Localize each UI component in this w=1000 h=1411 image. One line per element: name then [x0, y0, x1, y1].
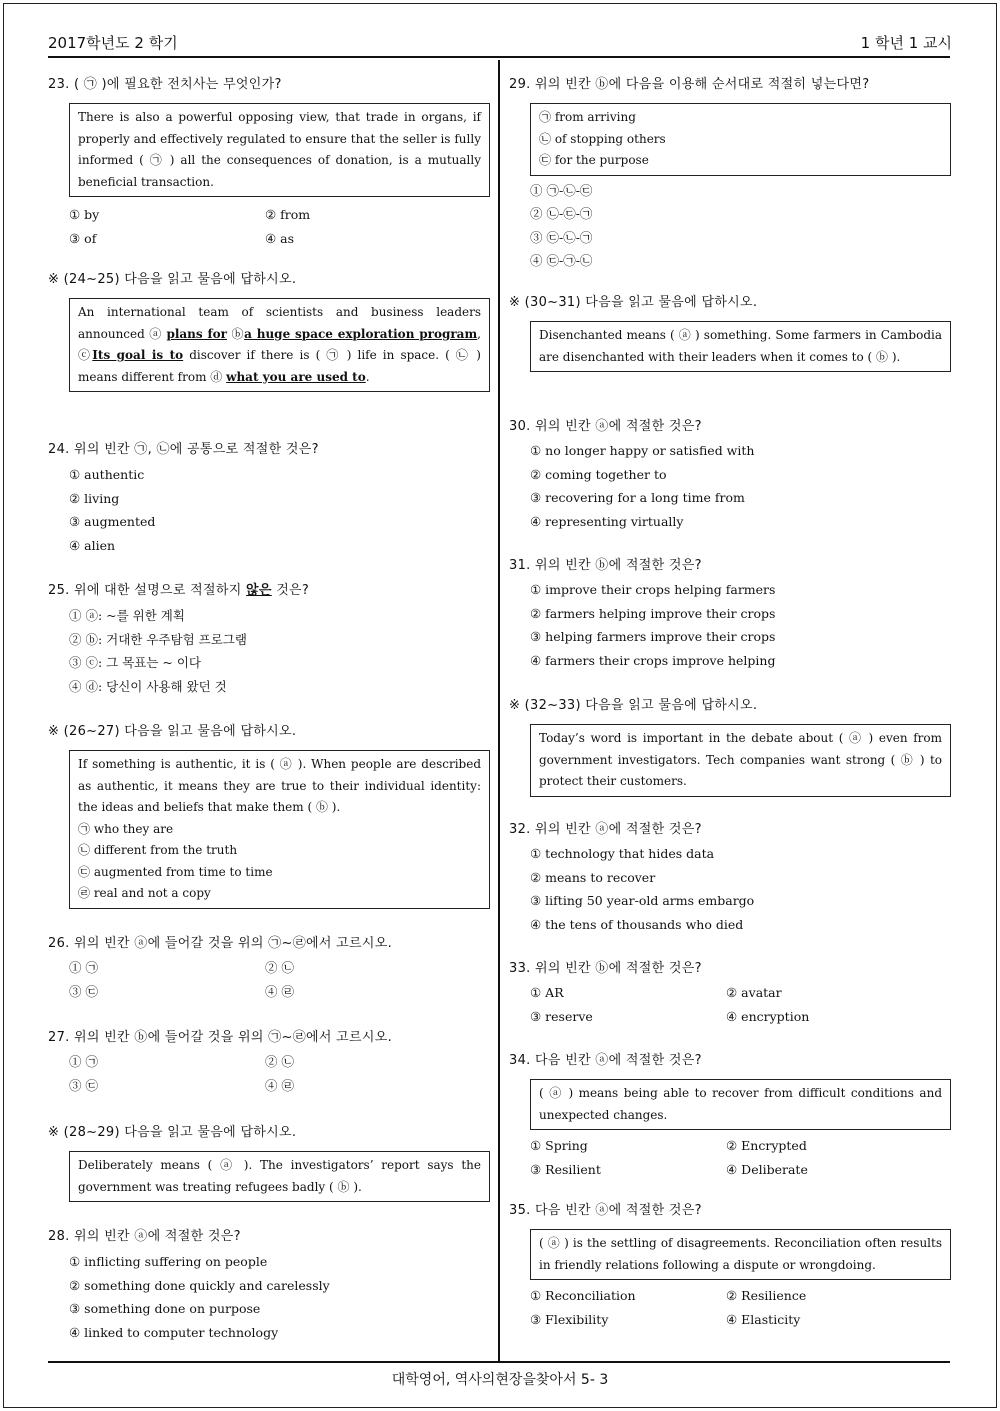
option-2[interactable]: ② something done quickly and carelessly	[69, 1277, 330, 1293]
option-1[interactable]: ① technology that hides data	[530, 846, 715, 861]
option-2[interactable]: ② living	[69, 490, 120, 506]
option-1[interactable]: ① ㉠-㉡-㉢	[530, 182, 593, 198]
option-3[interactable]: ③ lifting 50 year-old arms embargo	[530, 893, 755, 908]
question-33	[509, 959, 951, 1028]
question-stem: 23. ( ㉠ )에 필요한 전치사는 무엇인가?	[48, 77, 282, 92]
set-28-29	[48, 1123, 490, 1202]
underlined-b: a huge space exploration program	[244, 326, 478, 341]
option-2[interactable]: ② farmers helping improve their crops	[530, 605, 776, 621]
option-2[interactable]: ② avatar	[726, 985, 782, 1000]
question-stem: 24. 위의 빈칸 ㉠, ㉡에 공통으로 적절한 것은?	[48, 442, 319, 457]
options	[530, 179, 951, 273]
question-stem: 28. 위의 빈칸 ⓐ에 적절한 것은?	[48, 1229, 241, 1244]
question-stem: 34. 다음 빈칸 ⓐ에 적절한 것은?	[509, 1053, 702, 1068]
passage-box: There is also a powerful opposing view, that trade in organs, if properly and effectively regulated to ensure that the seller is fully informed ( ㉠ ) all the consequences of donation, is a mutually beneficial transaction.	[69, 103, 490, 197]
set-instruction: ※ (26~27) 다음을 읽고 물음에 답하시오.	[48, 724, 297, 739]
option-4[interactable]: ④ representing virtually	[530, 513, 684, 529]
option-3[interactable]: ③ ㉢	[69, 1077, 98, 1093]
option-4[interactable]: ④ farmers their crops improve helping	[530, 652, 776, 668]
options	[69, 604, 490, 698]
options	[530, 981, 951, 1028]
option-4[interactable]: ④ Elasticity	[726, 1311, 801, 1327]
option-4[interactable]: ④ ㉣	[265, 1077, 294, 1093]
option-2[interactable]: ② ⓑ: 거대한 우주탐험 프로그램	[69, 631, 247, 647]
set-32-33	[509, 696, 951, 797]
option-1[interactable]: ① ㉠	[69, 1054, 98, 1069]
page-header	[48, 30, 952, 56]
option-4[interactable]: ④ ⓓ: 당신이 사용해 왔던 것	[69, 678, 227, 694]
option-1[interactable]: ① Spring	[530, 1138, 588, 1153]
passage-box: ( ⓐ ) means being able to recover from difficult conditions and unexpected changes.	[530, 1079, 951, 1130]
option-2[interactable]: ② ㉡	[265, 1054, 294, 1069]
question-stem: 27. 위의 빈칸 ⓑ에 들어갈 것을 위의 ㉠~㉣에서 고르시오.	[48, 1030, 393, 1045]
options	[530, 842, 951, 936]
set-instruction: ※ (24~25) 다음을 읽고 물음에 답하시오.	[48, 272, 297, 287]
question-stem: 26. 위의 빈칸 ⓐ에 들어갈 것을 위의 ㉠~㉣에서 고르시오.	[48, 936, 393, 951]
question-23	[48, 75, 490, 250]
choices-box: ㉠ from arriving ㉡ of stopping others ㉢ for the purpose	[530, 103, 951, 176]
passage-box: An international team of scientists and business leaders announced ⓐ plans for ⓑa huge space exploration program, ⓒIts goal is to discover if there is ( ㉠ ) life in space. ( ㉡ ) means different from ⓓ what you are used to.	[69, 298, 490, 392]
set-instruction: ※ (32~33) 다음을 읽고 물음에 답하시오.	[509, 698, 758, 713]
options	[69, 1250, 490, 1344]
question-32	[509, 820, 951, 936]
page-footer: 대학영어, 역사의현장을찾아서 5- 3	[391, 1372, 609, 1388]
set-26-27	[48, 722, 490, 909]
option-2[interactable]: ② means to recover	[530, 869, 656, 885]
option-1[interactable]: ① Reconciliation	[530, 1288, 636, 1303]
passage-box: If something is authentic, it is ( ⓐ ). When people are described as authentic, it means they are true to their individual identity: the ideas and beliefs that make them ( ⓑ ). ㉠ who they are ㉡ different from the truth ㉢ augmented from time to time ㉣ real and not a copy	[69, 750, 490, 909]
choice-line: ㉡ different from the truth	[78, 843, 238, 857]
set-30-31	[509, 293, 951, 372]
options	[530, 439, 951, 533]
set-24-25	[48, 270, 490, 392]
option-2[interactable]: ② ㉡-㉢-㉠	[530, 206, 593, 221]
option-3[interactable]: ③ ⓒ: 그 목표는 ~ 이다	[69, 655, 202, 670]
option-3[interactable]: ③ something done on purpose	[69, 1301, 261, 1316]
options	[69, 1050, 490, 1097]
semester-label: 2017학년도 2 학기	[48, 34, 178, 52]
option-4[interactable]: ④ alien	[69, 537, 116, 553]
option-4[interactable]: ④ the tens of thousands who died	[530, 916, 744, 932]
option-3[interactable]: ③ recovering for a long time from	[530, 490, 745, 505]
option-1[interactable]: ① no longer happy or satisfied with	[530, 443, 755, 458]
options	[530, 1284, 951, 1331]
emphasis-not: 않은	[246, 583, 272, 598]
question-stem: 35. 다음 빈칸 ⓐ에 적절한 것은?	[509, 1203, 702, 1218]
question-29	[509, 75, 951, 273]
choice-line: ㉠ who they are	[78, 821, 174, 836]
option-3[interactable]: ③ ㉢	[69, 983, 98, 999]
question-24	[48, 440, 490, 557]
option-4[interactable]: ④ encryption	[726, 1008, 810, 1024]
option-3[interactable]: ③ ㉢-㉡-㉠	[530, 229, 593, 245]
options	[530, 1134, 951, 1181]
option-4[interactable]: ④ linked to computer technology	[69, 1324, 279, 1340]
underlined-d: what you are used to	[226, 369, 366, 384]
option-1[interactable]: ① ⓐ: ~를 위한 계획	[69, 608, 185, 623]
option-3[interactable]: ③ helping farmers improve their crops	[530, 629, 776, 644]
underlined-a: plans for	[166, 326, 227, 341]
option-3[interactable]: ③ Flexibility	[530, 1311, 609, 1327]
option-3[interactable]: ③ augmented	[69, 514, 156, 529]
choice-line: ㉢ augmented from time to time	[78, 864, 273, 879]
set-instruction: ※ (30~31) 다음을 읽고 물음에 답하시오.	[509, 295, 758, 310]
option-1[interactable]: ① ㉠	[69, 960, 98, 975]
passage-box: Deliberately means ( ⓐ ). The investigators’ report says the government was treating refugees badly ( ⓑ ).	[69, 1151, 490, 1202]
passage-box: Disenchanted means ( ⓐ ) something. Some farmers in Cambodia are disenchanted with their leaders when it comes to ( ⓑ ).	[530, 321, 951, 372]
option-3[interactable]: ③ reserve	[530, 1008, 593, 1024]
option-2[interactable]: ② coming together to	[530, 466, 667, 482]
question-30	[509, 417, 951, 533]
question-25	[48, 581, 490, 698]
footer-rule	[48, 1361, 950, 1363]
option-3[interactable]: ③ Resilient	[530, 1161, 601, 1177]
option-1[interactable]: ① AR	[530, 985, 564, 1000]
option-3[interactable]: ③ of	[69, 230, 97, 246]
column-divider	[498, 60, 500, 1362]
passage-box: ( ⓐ ) is the settling of disagreements. Reconciliation often results in friendly relations following a dispute or wrongdoing.	[530, 1229, 951, 1280]
option-4[interactable]: ④ ㉢-㉠-㉡	[530, 253, 593, 268]
underlined-c: Its goal is to	[92, 348, 184, 362]
question-stem: 29. 위의 빈칸 ⓑ에 다음을 이용해 순서대로 적절히 넣는다면?	[509, 77, 870, 92]
option-4[interactable]: ④ as	[265, 230, 295, 246]
option-2[interactable]: ② from	[265, 207, 311, 222]
option-2[interactable]: ② Resilience	[726, 1288, 807, 1303]
question-stem: 30. 위의 빈칸 ⓐ에 적절한 것은?	[509, 419, 702, 434]
option-4[interactable]: ④ ㉣	[265, 983, 294, 999]
option-4[interactable]: ④ Deliberate	[726, 1161, 808, 1177]
question-34	[509, 1051, 951, 1181]
grade-period-label: 1 학년 1 교시	[860, 34, 952, 52]
set-instruction: ※ (28~29) 다음을 읽고 물음에 답하시오.	[48, 1125, 297, 1140]
choice-line: ㉣ real and not a copy	[78, 886, 211, 900]
question-28	[48, 1227, 490, 1344]
options	[530, 578, 951, 672]
option-1[interactable]: ① by	[69, 207, 100, 222]
option-1[interactable]: ① improve their crops helping farmers	[530, 582, 776, 597]
options	[69, 463, 490, 557]
options	[69, 203, 490, 250]
question-stem: 32. 위의 빈칸 ⓐ에 적절한 것은?	[509, 822, 702, 837]
question-27	[48, 1028, 490, 1097]
question-stem: 31. 위의 빈칸 ⓑ에 적절한 것은?	[509, 558, 702, 573]
question-26	[48, 934, 490, 1003]
option-1[interactable]: ① inflicting suffering on people	[69, 1254, 268, 1269]
question-31	[509, 556, 951, 672]
header-rule	[48, 56, 950, 58]
option-2[interactable]: ② ㉡	[265, 960, 294, 975]
option-1[interactable]: ① authentic	[69, 467, 145, 482]
options	[69, 956, 490, 1003]
option-2[interactable]: ② Encrypted	[726, 1138, 807, 1153]
passage-box: Today’s word is important in the debate about ( ⓐ ) even from government investigators. Tech companies want strong ( ⓑ ) to protect their customers.	[530, 724, 951, 797]
question-35	[509, 1201, 951, 1331]
question-stem: 25. 위에 대한 설명으로 적절하지 않은 것은?	[48, 583, 310, 598]
question-stem: 33. 위의 빈칸 ⓑ에 적절한 것은?	[509, 961, 702, 976]
